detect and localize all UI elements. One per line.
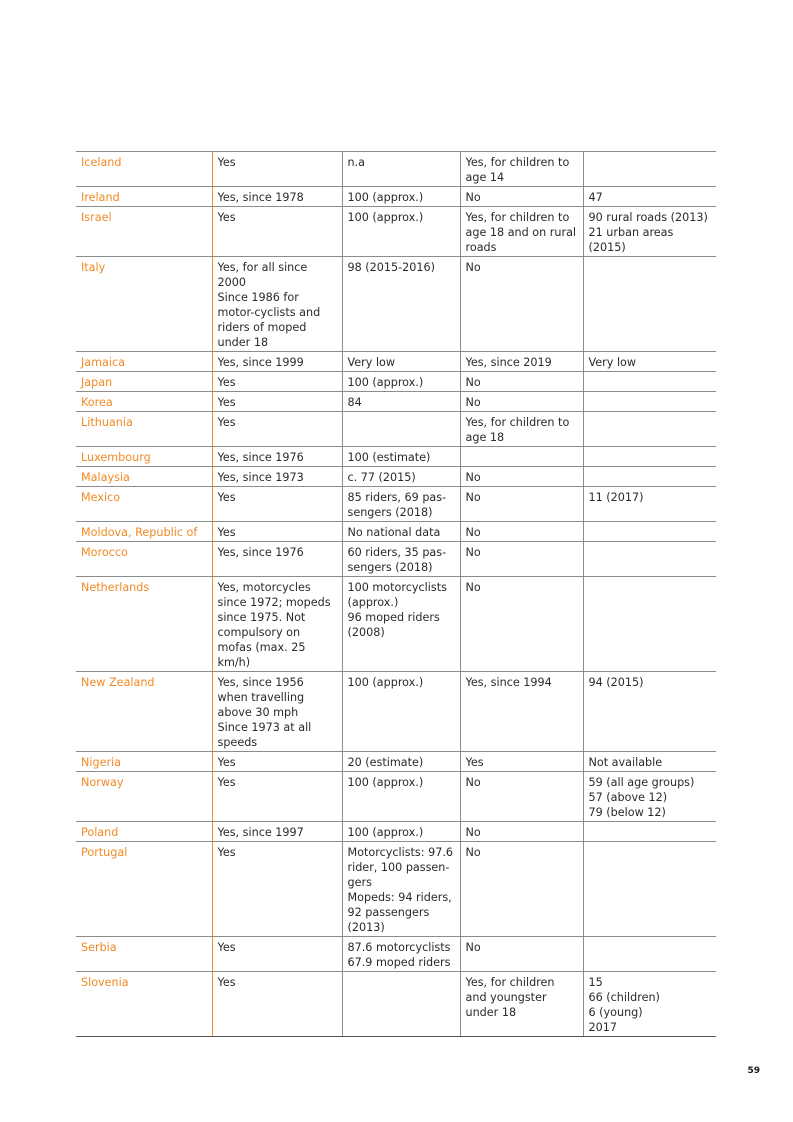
table-row bbox=[76, 152, 716, 187]
cell-text: No bbox=[465, 546, 481, 559]
wearing-rate-cell bbox=[342, 752, 460, 772]
wearing-rate-cell bbox=[342, 352, 460, 372]
cell-text: Yes, for children to age 18 bbox=[465, 416, 570, 444]
country-cell: Lithuania bbox=[76, 412, 212, 447]
cell-text: Since 1986 for motor-cyclists and riders of moped under 18 bbox=[217, 291, 321, 349]
cell-text: No bbox=[465, 376, 481, 389]
table-row bbox=[76, 187, 716, 207]
cell-text: 100 (approx.) bbox=[347, 676, 424, 689]
cell-text: No bbox=[465, 471, 481, 484]
wearing-rate-cell bbox=[342, 412, 460, 447]
table-row bbox=[76, 822, 716, 842]
cell-text: 94 (2015) bbox=[588, 676, 644, 689]
wearing-rate-cell bbox=[342, 937, 460, 972]
table-row bbox=[76, 752, 716, 772]
wearing-rate-cell bbox=[342, 487, 460, 522]
child-rate-cell bbox=[583, 822, 716, 842]
child-law-cell bbox=[460, 972, 583, 1037]
country-cell: Netherlands bbox=[76, 577, 212, 672]
wearing-rate-cell bbox=[342, 187, 460, 207]
cell-text: Yes bbox=[217, 416, 236, 429]
child-rate-cell bbox=[583, 187, 716, 207]
cell-text: No bbox=[465, 491, 481, 504]
helmet-law-cell bbox=[212, 392, 342, 412]
wearing-rate-cell bbox=[342, 257, 460, 352]
cell-text: 100 (approx.) bbox=[347, 211, 424, 224]
cell-text: 21 urban areas (2015) bbox=[588, 226, 674, 254]
cell-text: No bbox=[465, 826, 481, 839]
helmet-law-cell bbox=[212, 937, 342, 972]
cell-text: Since 1973 at all speeds bbox=[217, 721, 312, 749]
helmet-law-cell bbox=[212, 752, 342, 772]
wearing-rate-cell bbox=[342, 822, 460, 842]
country-cell: Iceland bbox=[76, 152, 212, 187]
helmet-law-cell bbox=[212, 822, 342, 842]
helmet-law-cell bbox=[212, 447, 342, 467]
wearing-rate-cell bbox=[342, 372, 460, 392]
cell-text: No bbox=[465, 941, 481, 954]
wearing-rate-cell bbox=[342, 542, 460, 577]
table-row bbox=[76, 937, 716, 972]
helmet-law-cell bbox=[212, 412, 342, 447]
cell-text: Yes, since 2019 bbox=[465, 356, 552, 369]
table-row bbox=[76, 207, 716, 257]
cell-text: Yes, since 1999 bbox=[217, 356, 304, 369]
cell-text: 79 (below 12) bbox=[588, 806, 666, 819]
cell-text: No bbox=[465, 776, 481, 789]
child-law-cell bbox=[460, 752, 583, 772]
child-law-cell bbox=[460, 207, 583, 257]
cell-text: No bbox=[465, 261, 481, 274]
helmet-law-table bbox=[76, 151, 716, 1037]
cell-text: Yes bbox=[217, 211, 236, 224]
cell-text: No bbox=[465, 526, 481, 539]
child-rate-cell bbox=[583, 392, 716, 412]
cell-text: Yes, since 1976 bbox=[217, 546, 304, 559]
child-rate-cell bbox=[583, 972, 716, 1037]
cell-text: 100 (estimate) bbox=[347, 451, 431, 464]
cell-text: Not available bbox=[588, 756, 663, 769]
cell-text: Yes bbox=[217, 156, 236, 169]
helmet-law-cell bbox=[212, 487, 342, 522]
table-body bbox=[76, 152, 716, 1037]
cell-text: No bbox=[465, 846, 481, 859]
cell-text: Yes bbox=[217, 396, 236, 409]
cell-text: Yes, since 1976 bbox=[217, 451, 304, 464]
cell-text: Yes, since 1973 bbox=[217, 471, 304, 484]
cell-text: 67.9 moped riders bbox=[347, 956, 451, 969]
wearing-rate-cell bbox=[342, 972, 460, 1037]
cell-text: No bbox=[465, 581, 481, 594]
cell-text: 57 (above 12) bbox=[588, 791, 668, 804]
cell-text: 84 bbox=[347, 396, 362, 409]
cell-text: Yes bbox=[217, 776, 236, 789]
cell-text: 20 (estimate) bbox=[347, 756, 424, 769]
child-rate-cell bbox=[583, 542, 716, 577]
country-cell: Italy bbox=[76, 257, 212, 352]
child-rate-cell bbox=[583, 467, 716, 487]
cell-text: 6 (young) bbox=[588, 1006, 643, 1019]
cell-text: Yes, for children to age 14 bbox=[465, 156, 570, 184]
table-row bbox=[76, 372, 716, 392]
country-cell: Ireland bbox=[76, 187, 212, 207]
child-law-cell bbox=[460, 392, 583, 412]
child-law-cell bbox=[460, 672, 583, 752]
cell-text: 87.6 motorcyclists bbox=[347, 941, 451, 954]
child-rate-cell bbox=[583, 412, 716, 447]
table-row bbox=[76, 412, 716, 447]
cell-text: Yes, since 1978 bbox=[217, 191, 304, 204]
cell-text: Yes, since 1956 when travelling above 30 mph bbox=[217, 676, 305, 719]
cell-text: Yes bbox=[465, 756, 484, 769]
cell-text: Yes, for children and youngster under 18 bbox=[465, 976, 555, 1019]
cell-text: No national data bbox=[347, 526, 441, 539]
child-law-cell bbox=[460, 352, 583, 372]
cell-text: 100 (approx.) bbox=[347, 776, 424, 789]
table-row bbox=[76, 577, 716, 672]
child-law-cell bbox=[460, 772, 583, 822]
table-row bbox=[76, 772, 716, 822]
child-rate-cell bbox=[583, 352, 716, 372]
country-cell: Norway bbox=[76, 772, 212, 822]
child-law-cell bbox=[460, 412, 583, 447]
country-cell: Slovenia bbox=[76, 972, 212, 1037]
cell-text: c. 77 (2015) bbox=[347, 471, 416, 484]
cell-text: 85 riders, 69 pas-sengers (2018) bbox=[347, 491, 447, 519]
table-row bbox=[76, 257, 716, 352]
country-cell: Morocco bbox=[76, 542, 212, 577]
child-law-cell bbox=[460, 522, 583, 542]
cell-text: Yes, for all since 2000 bbox=[217, 261, 308, 289]
child-rate-cell bbox=[583, 937, 716, 972]
cell-text: Mopeds: 94 riders, 92 passengers (2013) bbox=[347, 891, 452, 934]
country-cell: Korea bbox=[76, 392, 212, 412]
child-law-cell bbox=[460, 822, 583, 842]
cell-text: No bbox=[465, 396, 481, 409]
cell-text: 2017 bbox=[588, 1021, 617, 1034]
child-law-cell bbox=[460, 447, 583, 467]
cell-text: 15 bbox=[588, 976, 603, 989]
child-law-cell bbox=[460, 152, 583, 187]
country-cell: New Zealand bbox=[76, 672, 212, 752]
country-cell: Nigeria bbox=[76, 752, 212, 772]
cell-text: Motorcyclists: 97.6 rider, 100 passen-gers bbox=[347, 846, 453, 889]
table-row bbox=[76, 447, 716, 467]
helmet-law-cell bbox=[212, 772, 342, 822]
cell-text: 98 (2015-2016) bbox=[347, 261, 436, 274]
wearing-rate-cell bbox=[342, 152, 460, 187]
country-cell: Poland bbox=[76, 822, 212, 842]
table-row bbox=[76, 392, 716, 412]
child-rate-cell bbox=[583, 207, 716, 257]
helmet-law-cell bbox=[212, 972, 342, 1037]
child-rate-cell bbox=[583, 152, 716, 187]
helmet-law-cell bbox=[212, 152, 342, 187]
wearing-rate-cell bbox=[342, 577, 460, 672]
helmet-law-cell bbox=[212, 522, 342, 542]
cell-text: n.a bbox=[347, 156, 366, 169]
table-row bbox=[76, 352, 716, 372]
country-cell: Portugal bbox=[76, 842, 212, 937]
wearing-rate-cell bbox=[342, 447, 460, 467]
table-row bbox=[76, 672, 716, 752]
cell-text: 90 rural roads (2013) bbox=[588, 211, 708, 224]
country-cell: Luxembourg bbox=[76, 447, 212, 467]
helmet-law-cell bbox=[212, 372, 342, 392]
country-cell: Japan bbox=[76, 372, 212, 392]
cell-text: Yes, motorcycles since 1972; mopeds since 1975. Not compulsory on mofas (max. 25 km/h) bbox=[217, 581, 331, 669]
cell-text: Yes bbox=[217, 756, 236, 769]
cell-text: Very low bbox=[588, 356, 637, 369]
child-law-cell bbox=[460, 542, 583, 577]
country-cell: Israel bbox=[76, 207, 212, 257]
child-law-cell bbox=[460, 937, 583, 972]
page-number: 59 bbox=[747, 1066, 760, 1076]
cell-text: 59 (all age groups) bbox=[588, 776, 695, 789]
child-rate-cell bbox=[583, 672, 716, 752]
helmet-law-cell bbox=[212, 542, 342, 577]
child-law-cell bbox=[460, 577, 583, 672]
cell-text: Yes bbox=[217, 976, 236, 989]
child-law-cell bbox=[460, 372, 583, 392]
cell-text: 11 (2017) bbox=[588, 491, 644, 504]
child-law-cell bbox=[460, 467, 583, 487]
helmet-law-cell bbox=[212, 257, 342, 352]
cell-text: 47 bbox=[588, 191, 603, 204]
child-rate-cell bbox=[583, 487, 716, 522]
child-rate-cell bbox=[583, 522, 716, 542]
child-law-cell bbox=[460, 842, 583, 937]
helmet-law-cell bbox=[212, 352, 342, 372]
cell-text: Yes, since 1997 bbox=[217, 826, 304, 839]
helmet-law-cell bbox=[212, 842, 342, 937]
country-cell: Moldova, Republic of bbox=[76, 522, 212, 542]
child-rate-cell bbox=[583, 447, 716, 467]
child-rate-cell bbox=[583, 752, 716, 772]
cell-text: 96 moped riders (2008) bbox=[347, 611, 440, 639]
child-rate-cell bbox=[583, 372, 716, 392]
cell-text: Very low bbox=[347, 356, 396, 369]
helmet-law-cell bbox=[212, 467, 342, 487]
wearing-rate-cell bbox=[342, 842, 460, 937]
table-row bbox=[76, 522, 716, 542]
wearing-rate-cell bbox=[342, 207, 460, 257]
cell-text: 60 riders, 35 pas-sengers (2018) bbox=[347, 546, 447, 574]
cell-text: 100 (approx.) bbox=[347, 826, 424, 839]
cell-text: Yes bbox=[217, 376, 236, 389]
cell-text: 100 (approx.) bbox=[347, 376, 424, 389]
child-law-cell bbox=[460, 487, 583, 522]
helmet-law-cell bbox=[212, 672, 342, 752]
wearing-rate-cell bbox=[342, 672, 460, 752]
table-row bbox=[76, 542, 716, 577]
table-row bbox=[76, 972, 716, 1037]
cell-text: Yes, for children to age 18 and on rural roads bbox=[465, 211, 577, 254]
helmet-law-cell bbox=[212, 207, 342, 257]
country-cell: Malaysia bbox=[76, 467, 212, 487]
wearing-rate-cell bbox=[342, 522, 460, 542]
cell-text: No bbox=[465, 191, 481, 204]
table-row bbox=[76, 467, 716, 487]
wearing-rate-cell bbox=[342, 467, 460, 487]
helmet-law-cell bbox=[212, 577, 342, 672]
cell-text: 66 (children) bbox=[588, 991, 660, 1004]
cell-text: 100 motorcyclists (approx.) bbox=[347, 581, 447, 609]
child-rate-cell bbox=[583, 772, 716, 822]
child-law-cell bbox=[460, 187, 583, 207]
cell-text: Yes bbox=[217, 491, 236, 504]
table-row bbox=[76, 842, 716, 937]
table-row bbox=[76, 487, 716, 522]
helmet-law-cell bbox=[212, 187, 342, 207]
cell-text: 100 (approx.) bbox=[347, 191, 424, 204]
cell-text: Yes bbox=[217, 941, 236, 954]
cell-text: Yes bbox=[217, 846, 236, 859]
wearing-rate-cell bbox=[342, 392, 460, 412]
child-rate-cell bbox=[583, 257, 716, 352]
cell-text: Yes, since 1994 bbox=[465, 676, 552, 689]
child-law-cell bbox=[460, 257, 583, 352]
cell-text: Yes bbox=[217, 526, 236, 539]
wearing-rate-cell bbox=[342, 772, 460, 822]
country-cell: Mexico bbox=[76, 487, 212, 522]
child-rate-cell bbox=[583, 577, 716, 672]
country-cell: Jamaica bbox=[76, 352, 212, 372]
country-cell: Serbia bbox=[76, 937, 212, 972]
child-rate-cell bbox=[583, 842, 716, 937]
